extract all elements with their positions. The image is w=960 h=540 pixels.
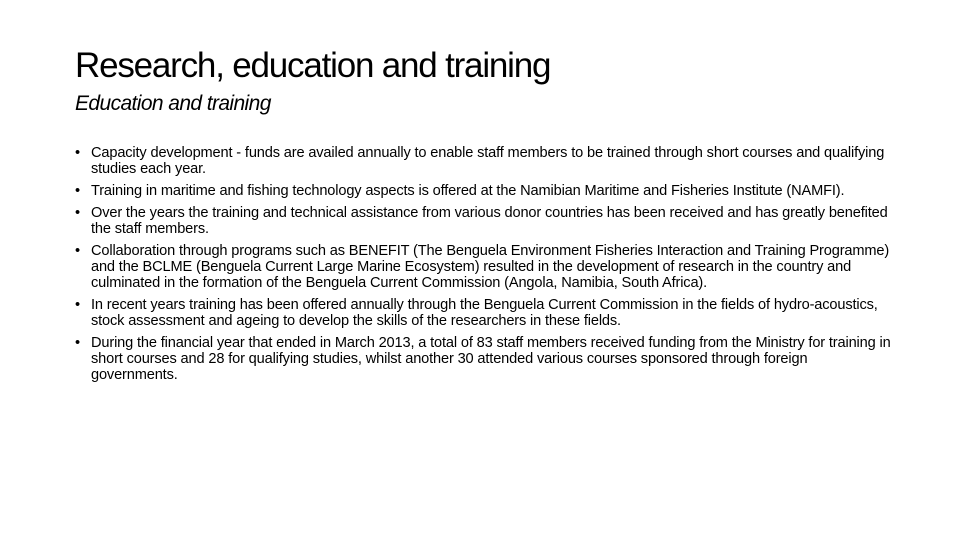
bullet-item: [75, 297, 895, 329]
bullet-item: [75, 183, 895, 199]
bullet-text: Capacity development - funds are availed annually to enable staff members to be trained through short courses and qualifying studies each year.: [91, 145, 885, 177]
bullet-dot-icon: •: [75, 205, 80, 221]
bullet-dot-icon: •: [75, 145, 80, 161]
bullet-item: [75, 243, 895, 291]
bullet-text: In recent years training has been offered annually through the Benguela Current Commission in the fields of hydro-acoustics, stock assessment and ageing to develop the skills of the researchers in these fields.: [91, 297, 878, 329]
bullet-dot-icon: •: [75, 297, 80, 313]
bullet-dot-icon: •: [75, 183, 80, 199]
bullet-text: During the financial year that ended in March 2013, a total of 83 staff members received funding from the Ministry for training in short courses and 28 for qualifying studies, whilst another 30 attended various courses sponsored through foreign governments.: [91, 335, 891, 383]
bullet-text: Over the years the training and technical assistance from various donor countries has been received and has greatly benefited the staff members.: [91, 205, 888, 237]
bullet-item: [75, 205, 895, 237]
slide-title: Research, education and training: [75, 46, 551, 85]
bullet-item: [75, 335, 895, 383]
bullet-dot-icon: •: [75, 243, 80, 259]
slide-subtitle: Education and training: [75, 92, 271, 115]
bullet-list: [75, 145, 895, 389]
bullet-text: Collaboration through programs such as BENEFIT (The Benguela Environment Fisheries Interaction and Training Programme) and the BCLME (Benguela Current Large Marine Ecosystem) resulted in the development of research in the country and culminated in the formation of the Benguela Current Commission (Angola, Namibia, South Africa).: [91, 243, 890, 291]
bullet-dot-icon: •: [75, 335, 80, 351]
bullet-text: Training in maritime and fishing technology aspects is offered at the Namibian Maritime and Fisheries Institute (NAMFI).: [91, 183, 845, 199]
bullet-item: [75, 145, 895, 177]
